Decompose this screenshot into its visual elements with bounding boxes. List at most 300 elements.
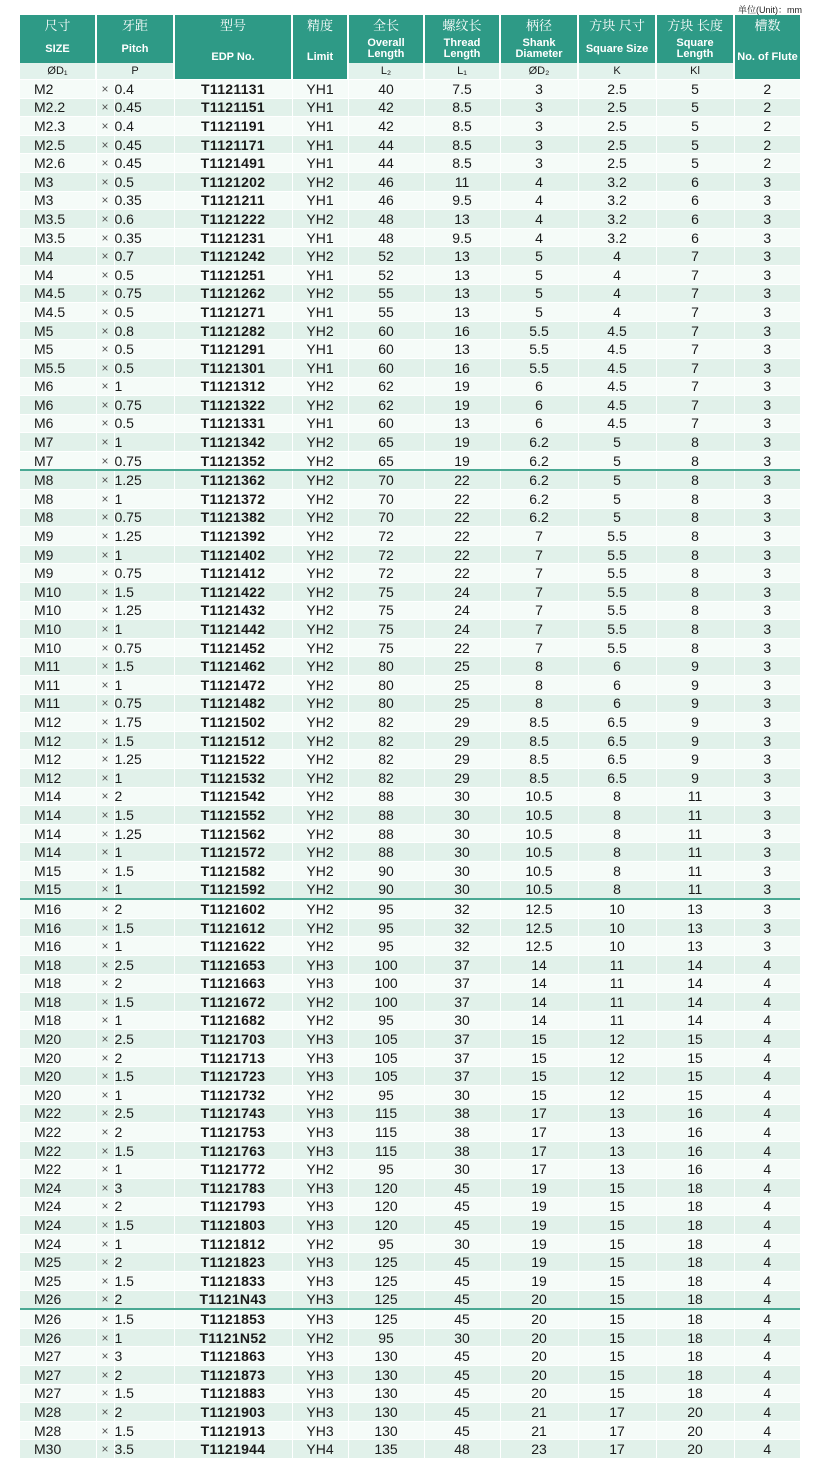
square-length-cell: 15 xyxy=(656,1030,734,1049)
header-overall-cn: 全长 xyxy=(348,15,424,35)
pitch-cell: 2 xyxy=(114,974,174,993)
overall-length-cell: 100 xyxy=(348,993,424,1012)
shank-diameter-cell: 6.2 xyxy=(500,490,578,509)
header-row-cn xyxy=(20,15,800,35)
thread-length-cell: 7.5 xyxy=(424,80,500,99)
pitch-cell: 2 xyxy=(114,1290,174,1309)
shank-diameter-cell: 5 xyxy=(500,247,578,266)
square-size-cell: 8 xyxy=(578,843,656,862)
header-thread-en: Thread Length xyxy=(424,35,500,63)
times-sign: × xyxy=(96,210,114,229)
table-row xyxy=(20,1011,800,1030)
overall-length-cell: 72 xyxy=(348,545,424,564)
square-size-cell: 15 xyxy=(578,1216,656,1235)
limit-cell: YH2 xyxy=(292,377,348,396)
header-square-length-cn: 方块 长度 xyxy=(656,15,734,35)
square-length-cell: 5 xyxy=(656,135,734,154)
shank-diameter-cell: 12.5 xyxy=(500,899,578,918)
size-cell: M26 xyxy=(20,1290,96,1309)
edp-cell: T1121612 xyxy=(174,918,292,937)
shank-diameter-cell: 14 xyxy=(500,1011,578,1030)
square-size-cell: 15 xyxy=(578,1197,656,1216)
edp-cell: T1121753 xyxy=(174,1123,292,1142)
flute-cell: 3 xyxy=(734,396,800,415)
shank-diameter-cell: 4 xyxy=(500,228,578,247)
edp-cell: T1121592 xyxy=(174,880,292,899)
square-size-cell: 2.5 xyxy=(578,154,656,173)
overall-length-cell: 75 xyxy=(348,620,424,639)
square-length-cell: 16 xyxy=(656,1141,734,1160)
square-length-cell: 6 xyxy=(656,228,734,247)
size-cell: M8 xyxy=(20,470,96,489)
square-size-cell: 8 xyxy=(578,880,656,899)
size-cell: M12 xyxy=(20,731,96,750)
flute-cell: 2 xyxy=(734,135,800,154)
times-sign: × xyxy=(96,154,114,173)
header-square-length-en: Square Length xyxy=(656,35,734,63)
table-row xyxy=(20,1048,800,1067)
size-cell: M20 xyxy=(20,1067,96,1086)
size-cell: M24 xyxy=(20,1216,96,1235)
square-length-cell: 11 xyxy=(656,843,734,862)
overall-length-cell: 72 xyxy=(348,564,424,583)
shank-diameter-cell: 19 xyxy=(500,1197,578,1216)
limit-cell: YH2 xyxy=(292,1011,348,1030)
square-length-cell: 11 xyxy=(656,806,734,825)
pitch-cell: 0.45 xyxy=(114,98,174,117)
square-length-cell: 9 xyxy=(656,676,734,695)
pitch-cell: 1.5 xyxy=(114,918,174,937)
flute-cell: 3 xyxy=(734,843,800,862)
square-length-cell: 18 xyxy=(656,1290,734,1309)
overall-length-cell: 88 xyxy=(348,824,424,843)
size-cell: M28 xyxy=(20,1421,96,1440)
square-length-cell: 7 xyxy=(656,414,734,433)
limit-cell: YH1 xyxy=(292,358,348,377)
shank-diameter-cell: 8 xyxy=(500,657,578,676)
pitch-cell: 1.25 xyxy=(114,470,174,489)
edp-cell: T1121131 xyxy=(174,80,292,99)
edp-cell: T1121171 xyxy=(174,135,292,154)
square-size-cell: 4.5 xyxy=(578,340,656,359)
table-row xyxy=(20,1253,800,1272)
flute-cell: 3 xyxy=(734,899,800,918)
square-length-cell: 18 xyxy=(656,1216,734,1235)
square-length-cell: 7 xyxy=(656,303,734,322)
flute-cell: 3 xyxy=(734,210,800,229)
limit-cell: YH2 xyxy=(292,321,348,340)
square-size-cell: 5 xyxy=(578,433,656,452)
overall-length-cell: 55 xyxy=(348,303,424,322)
thread-length-cell: 13 xyxy=(424,284,500,303)
thread-length-cell: 45 xyxy=(424,1421,500,1440)
overall-length-cell: 70 xyxy=(348,470,424,489)
header-square-size-en: Square Size xyxy=(578,35,656,63)
tap-spec-table xyxy=(20,15,800,1458)
size-cell: M12 xyxy=(20,750,96,769)
square-size-cell: 6 xyxy=(578,657,656,676)
edp-cell: T1121422 xyxy=(174,583,292,602)
table-row xyxy=(20,937,800,956)
thread-length-cell: 45 xyxy=(424,1384,500,1403)
times-sign: × xyxy=(96,191,114,210)
header-edp-cn: 型号 xyxy=(174,15,292,35)
shank-diameter-cell: 7 xyxy=(500,564,578,583)
flute-cell: 4 xyxy=(734,1421,800,1440)
pitch-cell: 0.5 xyxy=(114,340,174,359)
shank-diameter-cell: 23 xyxy=(500,1440,578,1458)
limit-cell: YH3 xyxy=(292,1290,348,1309)
square-size-cell: 8 xyxy=(578,787,656,806)
pitch-cell: 1 xyxy=(114,937,174,956)
overall-length-cell: 75 xyxy=(348,638,424,657)
limit-cell: YH3 xyxy=(292,955,348,974)
thread-length-cell: 45 xyxy=(424,1347,500,1366)
square-size-cell: 5.5 xyxy=(578,583,656,602)
limit-cell: YH2 xyxy=(292,918,348,937)
edp-cell: T1121812 xyxy=(174,1234,292,1253)
limit-cell: YH3 xyxy=(292,1272,348,1291)
thread-length-cell: 45 xyxy=(424,1179,500,1198)
limit-cell: YH3 xyxy=(292,1253,348,1272)
pitch-cell: 2 xyxy=(114,899,174,918)
shank-diameter-cell: 10.5 xyxy=(500,787,578,806)
square-length-cell: 7 xyxy=(656,358,734,377)
square-length-cell: 18 xyxy=(656,1197,734,1216)
limit-cell: YH3 xyxy=(292,1384,348,1403)
square-length-cell: 13 xyxy=(656,918,734,937)
pitch-cell: 2.5 xyxy=(114,955,174,974)
thread-length-cell: 16 xyxy=(424,321,500,340)
shank-diameter-cell: 14 xyxy=(500,993,578,1012)
limit-cell: YH3 xyxy=(292,974,348,993)
overall-length-cell: 125 xyxy=(348,1309,424,1328)
flute-cell: 3 xyxy=(734,340,800,359)
flute-cell: 3 xyxy=(734,694,800,713)
header-size-sym: ØD₁ xyxy=(20,63,96,80)
table-row xyxy=(20,676,800,695)
shank-diameter-cell: 17 xyxy=(500,1141,578,1160)
flute-cell: 3 xyxy=(734,806,800,825)
square-size-cell: 13 xyxy=(578,1104,656,1123)
pitch-cell: 1 xyxy=(114,545,174,564)
square-length-cell: 8 xyxy=(656,470,734,489)
square-size-cell: 5.5 xyxy=(578,620,656,639)
flute-cell: 2 xyxy=(734,80,800,99)
table-row xyxy=(20,1067,800,1086)
thread-length-cell: 45 xyxy=(424,1216,500,1235)
shank-diameter-cell: 8.5 xyxy=(500,713,578,732)
times-sign: × xyxy=(96,414,114,433)
table-row xyxy=(20,1160,800,1179)
flute-cell: 3 xyxy=(734,657,800,676)
pitch-cell: 0.45 xyxy=(114,135,174,154)
square-length-cell: 8 xyxy=(656,564,734,583)
square-size-cell: 15 xyxy=(578,1328,656,1347)
times-sign: × xyxy=(96,340,114,359)
table-row xyxy=(20,1403,800,1422)
thread-length-cell: 32 xyxy=(424,937,500,956)
shank-diameter-cell: 19 xyxy=(500,1234,578,1253)
overall-length-cell: 44 xyxy=(348,154,424,173)
flute-cell: 4 xyxy=(734,1030,800,1049)
times-sign: × xyxy=(96,1086,114,1105)
edp-cell: T1121251 xyxy=(174,265,292,284)
thread-length-cell: 30 xyxy=(424,1086,500,1105)
table-row xyxy=(20,1440,800,1458)
table-row xyxy=(20,974,800,993)
pitch-cell: 0.7 xyxy=(114,247,174,266)
square-size-cell: 15 xyxy=(578,1309,656,1328)
header-size-cn: 尺寸 xyxy=(20,15,96,35)
square-length-cell: 8 xyxy=(656,508,734,527)
pitch-cell: 0.75 xyxy=(114,396,174,415)
overall-length-cell: 65 xyxy=(348,451,424,470)
size-cell: M15 xyxy=(20,880,96,899)
pitch-cell: 0.5 xyxy=(114,303,174,322)
header-limit-cn: 精度 xyxy=(292,15,348,35)
header-overall-sym: L₂ xyxy=(348,63,424,80)
shank-diameter-cell: 8 xyxy=(500,676,578,695)
limit-cell: YH2 xyxy=(292,787,348,806)
pitch-cell: 0.75 xyxy=(114,508,174,527)
shank-diameter-cell: 7 xyxy=(500,583,578,602)
limit-cell: YH1 xyxy=(292,228,348,247)
shank-diameter-cell: 10.5 xyxy=(500,843,578,862)
square-length-cell: 11 xyxy=(656,824,734,843)
table-row xyxy=(20,1272,800,1291)
table-row xyxy=(20,861,800,880)
overall-length-cell: 105 xyxy=(348,1067,424,1086)
overall-length-cell: 82 xyxy=(348,750,424,769)
pitch-cell: 0.35 xyxy=(114,191,174,210)
square-size-cell: 10 xyxy=(578,937,656,956)
thread-length-cell: 30 xyxy=(424,1328,500,1347)
thread-length-cell: 29 xyxy=(424,713,500,732)
pitch-cell: 0.75 xyxy=(114,451,174,470)
pitch-cell: 1 xyxy=(114,676,174,695)
flute-cell: 3 xyxy=(734,377,800,396)
pitch-cell: 0.4 xyxy=(114,80,174,99)
square-size-cell: 6.5 xyxy=(578,731,656,750)
size-cell: M24 xyxy=(20,1234,96,1253)
size-cell: M18 xyxy=(20,993,96,1012)
limit-cell: YH2 xyxy=(292,583,348,602)
table-row xyxy=(20,80,800,99)
times-sign: × xyxy=(96,601,114,620)
size-cell: M3 xyxy=(20,191,96,210)
square-size-cell: 5 xyxy=(578,470,656,489)
edp-cell: T1121382 xyxy=(174,508,292,527)
table-row xyxy=(20,377,800,396)
table-row xyxy=(20,1384,800,1403)
size-cell: M27 xyxy=(20,1384,96,1403)
table-row xyxy=(20,396,800,415)
header-square-size-cn: 方块 尺寸 xyxy=(578,15,656,35)
shank-diameter-cell: 3 xyxy=(500,98,578,117)
square-size-cell: 6 xyxy=(578,694,656,713)
limit-cell: YH3 xyxy=(292,1365,348,1384)
square-size-cell: 5.5 xyxy=(578,545,656,564)
edp-cell: T1121432 xyxy=(174,601,292,620)
pitch-cell: 1.5 xyxy=(114,1272,174,1291)
times-sign: × xyxy=(96,1067,114,1086)
edp-cell: T1121362 xyxy=(174,470,292,489)
times-sign: × xyxy=(96,937,114,956)
overall-length-cell: 95 xyxy=(348,1086,424,1105)
table-row xyxy=(20,1179,800,1198)
overall-length-cell: 40 xyxy=(348,80,424,99)
thread-length-cell: 8.5 xyxy=(424,154,500,173)
flute-cell: 4 xyxy=(734,974,800,993)
times-sign: × xyxy=(96,1011,114,1030)
pitch-cell: 0.8 xyxy=(114,321,174,340)
flute-cell: 3 xyxy=(734,583,800,602)
thread-length-cell: 37 xyxy=(424,955,500,974)
times-sign: × xyxy=(96,564,114,583)
thread-length-cell: 32 xyxy=(424,918,500,937)
pitch-cell: 1 xyxy=(114,1234,174,1253)
shank-diameter-cell: 21 xyxy=(500,1421,578,1440)
thread-length-cell: 30 xyxy=(424,861,500,880)
square-size-cell: 15 xyxy=(578,1290,656,1309)
times-sign: × xyxy=(96,1384,114,1403)
overall-length-cell: 80 xyxy=(348,676,424,695)
edp-cell: T1121602 xyxy=(174,899,292,918)
square-length-cell: 9 xyxy=(656,731,734,750)
pitch-cell: 1 xyxy=(114,1160,174,1179)
limit-cell: YH2 xyxy=(292,806,348,825)
thread-length-cell: 30 xyxy=(424,843,500,862)
edp-cell: T1121944 xyxy=(174,1440,292,1458)
square-length-cell: 16 xyxy=(656,1160,734,1179)
edp-cell: T1121532 xyxy=(174,768,292,787)
edp-cell: T1121191 xyxy=(174,117,292,136)
pitch-cell: 2 xyxy=(114,1197,174,1216)
size-cell: M6 xyxy=(20,414,96,433)
times-sign: × xyxy=(96,750,114,769)
flute-cell: 3 xyxy=(734,490,800,509)
limit-cell: YH2 xyxy=(292,861,348,880)
edp-cell: T1121262 xyxy=(174,284,292,303)
square-size-cell: 15 xyxy=(578,1253,656,1272)
overall-length-cell: 90 xyxy=(348,880,424,899)
square-length-cell: 9 xyxy=(656,713,734,732)
flute-cell: 4 xyxy=(734,1328,800,1347)
thread-length-cell: 8.5 xyxy=(424,135,500,154)
shank-diameter-cell: 15 xyxy=(500,1067,578,1086)
pitch-cell: 1.5 xyxy=(114,806,174,825)
thread-length-cell: 30 xyxy=(424,824,500,843)
size-cell: M26 xyxy=(20,1328,96,1347)
edp-cell: T1121282 xyxy=(174,321,292,340)
unit-label: 单位(Unit)：mm xyxy=(738,5,802,15)
square-size-cell: 11 xyxy=(578,955,656,974)
times-sign: × xyxy=(96,80,114,99)
size-cell: M12 xyxy=(20,713,96,732)
flute-cell: 3 xyxy=(734,620,800,639)
square-length-cell: 11 xyxy=(656,861,734,880)
size-cell: M8 xyxy=(20,490,96,509)
edp-cell: T1121783 xyxy=(174,1179,292,1198)
limit-cell: YH2 xyxy=(292,750,348,769)
square-length-cell: 14 xyxy=(656,993,734,1012)
shank-diameter-cell: 20 xyxy=(500,1347,578,1366)
square-size-cell: 4.5 xyxy=(578,377,656,396)
square-size-cell: 3.2 xyxy=(578,191,656,210)
square-length-cell: 15 xyxy=(656,1048,734,1067)
table-row xyxy=(20,284,800,303)
square-size-cell: 15 xyxy=(578,1272,656,1291)
square-length-cell: 15 xyxy=(656,1067,734,1086)
overall-length-cell: 120 xyxy=(348,1197,424,1216)
times-sign: × xyxy=(96,1197,114,1216)
edp-cell: T1121582 xyxy=(174,861,292,880)
thread-length-cell: 30 xyxy=(424,1011,500,1030)
times-sign: × xyxy=(96,247,114,266)
square-length-cell: 18 xyxy=(656,1365,734,1384)
square-length-cell: 6 xyxy=(656,210,734,229)
header-pitch-cn: 牙距 xyxy=(96,15,174,35)
shank-diameter-cell: 8.5 xyxy=(500,750,578,769)
times-sign: × xyxy=(96,1253,114,1272)
square-length-cell: 5 xyxy=(656,117,734,136)
size-cell: M18 xyxy=(20,955,96,974)
edp-cell: T1121271 xyxy=(174,303,292,322)
thread-length-cell: 37 xyxy=(424,1067,500,1086)
shank-diameter-cell: 17 xyxy=(500,1123,578,1142)
square-length-cell: 8 xyxy=(656,638,734,657)
flute-cell: 4 xyxy=(734,1048,800,1067)
thread-length-cell: 30 xyxy=(424,806,500,825)
flute-cell: 3 xyxy=(734,787,800,806)
pitch-cell: 1.25 xyxy=(114,527,174,546)
overall-length-cell: 65 xyxy=(348,433,424,452)
limit-cell: YH2 xyxy=(292,676,348,695)
shank-diameter-cell: 12.5 xyxy=(500,918,578,937)
shank-diameter-cell: 7 xyxy=(500,527,578,546)
times-sign: × xyxy=(96,1347,114,1366)
square-size-cell: 4 xyxy=(578,247,656,266)
square-length-cell: 14 xyxy=(656,955,734,974)
limit-cell: YH2 xyxy=(292,470,348,489)
thread-length-cell: 19 xyxy=(424,396,500,415)
times-sign: × xyxy=(96,1048,114,1067)
overall-length-cell: 88 xyxy=(348,806,424,825)
overall-length-cell: 75 xyxy=(348,601,424,620)
pitch-cell: 1.5 xyxy=(114,1309,174,1328)
shank-diameter-cell: 20 xyxy=(500,1290,578,1309)
table-row xyxy=(20,1216,800,1235)
overall-length-cell: 95 xyxy=(348,899,424,918)
thread-length-cell: 22 xyxy=(424,470,500,489)
limit-cell: YH2 xyxy=(292,1160,348,1179)
size-cell: M5 xyxy=(20,340,96,359)
header-thread-cn: 螺纹长 xyxy=(424,15,500,35)
flute-cell: 4 xyxy=(734,1086,800,1105)
header-thread-sym: L₁ xyxy=(424,63,500,80)
size-cell: M6 xyxy=(20,396,96,415)
flute-cell: 4 xyxy=(734,993,800,1012)
overall-length-cell: 88 xyxy=(348,787,424,806)
thread-length-cell: 37 xyxy=(424,1048,500,1067)
table-row xyxy=(20,191,800,210)
thread-length-cell: 13 xyxy=(424,265,500,284)
times-sign: × xyxy=(96,955,114,974)
overall-length-cell: 82 xyxy=(348,731,424,750)
pitch-cell: 0.75 xyxy=(114,284,174,303)
shank-diameter-cell: 10.5 xyxy=(500,880,578,899)
